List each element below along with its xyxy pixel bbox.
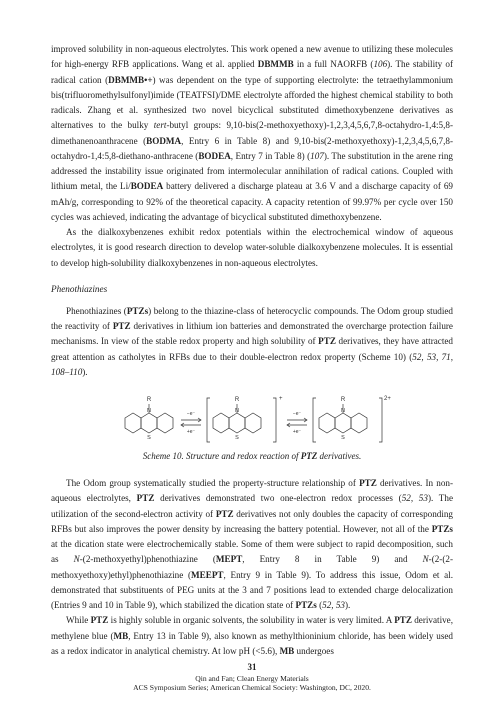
text-run: derivatives not only doubles the capacity of corresponding RFBs but also improves the power density by increasing the battery potential. However, not all of the <box>51 508 453 534</box>
text-run: , Entry 9 in Table 9). To address this issue, Odom et al. demonstrated that substituents of PEG units at the 3 and 7 positions lead to extended charge delocalization (Entries 9 and 10 in Table 9), which stabilized the dication state of <box>51 569 453 610</box>
text-run: , Entry 6 in Table 8) and 9,10-bis(2-methoxyethoxy)-1,2,3,4,5,6,7,8-octahydro-1,4:5,8-diethano-anthracene ( <box>51 135 454 161</box>
reference-citation: 52, 53 <box>322 600 345 610</box>
text-run: -butyl groups: 9,10-bis(2-methoxyethoxy)-1,2,3,4,5,6,7,8-octahydro-1,4:5,8-dimethanenoanthracene ( <box>51 120 454 146</box>
compound-name: DBMMB <box>257 59 294 70</box>
phenothiazine-redox-scheme <box>117 388 397 450</box>
plus-electron-label: +e⁻ <box>292 429 302 435</box>
text-run: -(2-methoxyethyl)phenothiazine ( <box>79 554 216 565</box>
paragraph-dialkoxybenzene-stability <box>51 42 453 225</box>
compound-name: MEEPT <box>191 569 224 580</box>
text-run: -(2-(2-methoxyethoxy)ethyl)phenothiazine ( <box>51 554 453 580</box>
text-run: derivatives in lithium ion batteries and demonstrated the overcharge protection failure mechanisms. In view of the stable redox property and high solubility of <box>51 321 453 347</box>
text-run: improved solubility in non-aqueous electrolytes. This work opened a new avenue to utilizing these molecules for high-energy RFB applications. Wang et al. applied <box>51 44 453 70</box>
text-run: The Odom group systematically studied the property-structure relationship of <box>66 478 360 488</box>
section-heading-phenothiazines: Phenothiazines <box>51 283 108 294</box>
compound-name: MB <box>113 630 129 641</box>
reference-citation: 106 <box>373 59 388 70</box>
compound-name: BODEA <box>130 181 164 192</box>
thiazine-ring <box>335 413 351 433</box>
bracket-left <box>313 398 316 442</box>
italic-term: tert <box>153 120 167 131</box>
text-run: , Entry 13 in Table 9), also known as methylthioninium chloride, has been widely used as a redox indicator in analytical chemistry. At low pH (<5.6), <box>51 630 453 656</box>
thiazine-ring <box>141 413 157 433</box>
left-benzene-ring <box>319 413 335 433</box>
left-benzene-ring <box>125 413 141 433</box>
text-run: is highly soluble in organic solvents, the solubility in water is very limited. A <box>108 615 395 626</box>
italic-term: N <box>73 554 80 565</box>
paragraph-odom-structure-property <box>51 476 453 613</box>
right-benzene-ring <box>351 413 367 433</box>
page-body <box>51 42 453 659</box>
ptz-neutral-structure <box>125 397 173 441</box>
text-run: derivatives, they have attracted great attention as catholytes in RFBs due to their double-electron redox property (Scheme 10) ( <box>51 336 453 362</box>
text-run: derivative, methylene blue ( <box>51 615 454 641</box>
reference-citation: 107 <box>310 150 324 161</box>
redox-arrows-first <box>181 411 201 435</box>
bracket-left <box>207 398 210 442</box>
text-run: ( <box>316 600 323 610</box>
text-run: derivatives. In non-aqueous electrolytes, <box>51 478 453 504</box>
text-run: While <box>66 615 91 626</box>
text-run: ) belong to the thiazine-class of heterocyclic compounds. The Odom group studied the reactivity of <box>51 305 453 331</box>
compound-name: BODMA <box>146 135 182 146</box>
scheme-caption <box>51 450 453 462</box>
page-number: 31 <box>247 662 257 672</box>
charge-label: + <box>279 396 283 402</box>
r-group-label: R <box>340 397 346 403</box>
text-run: , Entry 8 in Table 9) and <box>242 554 423 565</box>
compound-name: PTZs <box>295 600 317 610</box>
scheme-10-figure <box>51 388 453 450</box>
compound-name: MEPT <box>215 554 243 565</box>
compound-name: PTZ <box>112 321 131 331</box>
compound-name: PTZ <box>136 493 155 504</box>
redox-arrows-second <box>287 411 307 435</box>
r-group-label: R <box>234 397 240 403</box>
ptz-radical-cation-structure <box>207 396 283 442</box>
text-run: battery delivered a discharge plateau at 3.6 V and a discharge capacity of 69 mAh/g, corresponding to 92% of the theoretical capacity. A capacity retention of 99.97% per cycle over 150 cycles was achieved, indicating the advantage of bicyclical substituted dimethoxybenzene. <box>51 181 453 222</box>
sulfur-label: S <box>341 435 345 441</box>
text-run: Phenothiazines ( <box>66 305 127 316</box>
thiazine-ring <box>229 413 245 433</box>
sulfur-label: S <box>235 435 239 441</box>
minus-electron-label: −e⁻ <box>186 411 196 417</box>
paragraph-methylene-blue <box>51 613 453 659</box>
charge-label: 2+ <box>384 396 391 402</box>
compound-name: PTZs <box>431 523 453 534</box>
minus-electron-label: −e⁻ <box>292 411 302 417</box>
compound-name: PTZ <box>300 451 318 461</box>
text-run: ). The substitution in the arene ring addressed the instability issue originated from intermolecular annihilation of radical cations. Coupled with lithium metal, the Li/ <box>51 150 453 192</box>
text-run: undergoes <box>294 645 334 656</box>
text-run: ) was dependent on the type of supporting electrolyte: the tetraethylammonium bis(trifluoromethylsulfonyl)imide (TEATFSI)/DME electrolyte afforded the highest chemical stability to both radicals. Zhang et al. synthesized two novel bicyclical substituted dimethoxybenzene derivatives as alternatives to the bulky <box>51 74 453 131</box>
nitrogen-label: N <box>341 408 345 414</box>
compound-name: PTZ <box>359 478 377 488</box>
italic-term: N <box>422 554 429 565</box>
text-run: at the dication state were electrochemically stable. Some of them were subject to rapid decomposition, such as <box>51 539 453 565</box>
reference-citation: 52, 53 <box>401 493 428 504</box>
compound-name: BODEA <box>198 150 231 161</box>
text-run: ). The stability of radical cation ( <box>51 59 453 85</box>
r-group-label: R <box>146 397 152 403</box>
text-run: in a full NAORFB ( <box>293 59 374 70</box>
right-benzene-ring <box>157 413 173 433</box>
compound-name: PTZ <box>318 336 336 347</box>
nitrogen-label: N <box>147 408 151 414</box>
compound-name: MB <box>279 645 295 656</box>
compound-name: DBMMB•+ <box>108 74 153 85</box>
bracket-right <box>379 398 382 442</box>
text-run: ). <box>82 366 88 377</box>
bracket-right <box>273 398 276 442</box>
paragraph-water-soluble-direction: As the dialkoxybenzenes exhibit redox potentials within the electrochemical window of aqueous electrolytes, it is good research direction to develop water-soluble dialkoxybenzene molecules. It is essential to develop high-solubility dialkoxybenzenes in non-aqueous electrolytes. <box>51 227 453 268</box>
compound-name: PTZ <box>394 615 412 626</box>
right-benzene-ring <box>245 413 261 433</box>
reference-citation: 52, 53, 71, 108–110 <box>51 351 454 377</box>
compound-name: PTZ <box>90 615 109 626</box>
text-run: derivatives. <box>317 451 362 461</box>
text-run: ). <box>344 600 351 610</box>
text-run: Scheme 10. Structure and redox reaction of <box>142 451 301 461</box>
compound-name: PTZs <box>126 305 149 316</box>
nitrogen-label: N <box>235 408 239 414</box>
plus-electron-label: +e⁻ <box>186 429 196 435</box>
sulfur-label: S <box>147 435 151 441</box>
paragraph-phenothiazine-intro <box>51 304 453 380</box>
left-benzene-ring <box>213 413 229 433</box>
text-run: ). The utilization of the second-electron activity of <box>51 493 453 519</box>
footer-citation-authors: Qin and Fan; Clean Energy Materials <box>195 674 309 683</box>
compound-name: PTZ <box>215 508 234 519</box>
ptz-dication-structure <box>313 396 391 442</box>
footer-citation-series: ACS Symposium Series; American Chemical Society: Washington, DC, 2020. <box>133 683 371 692</box>
text-run: derivatives demonstrated two one-electron redox processes ( <box>154 493 402 504</box>
text-run: , Entry 7 in Table 8) ( <box>230 150 311 161</box>
